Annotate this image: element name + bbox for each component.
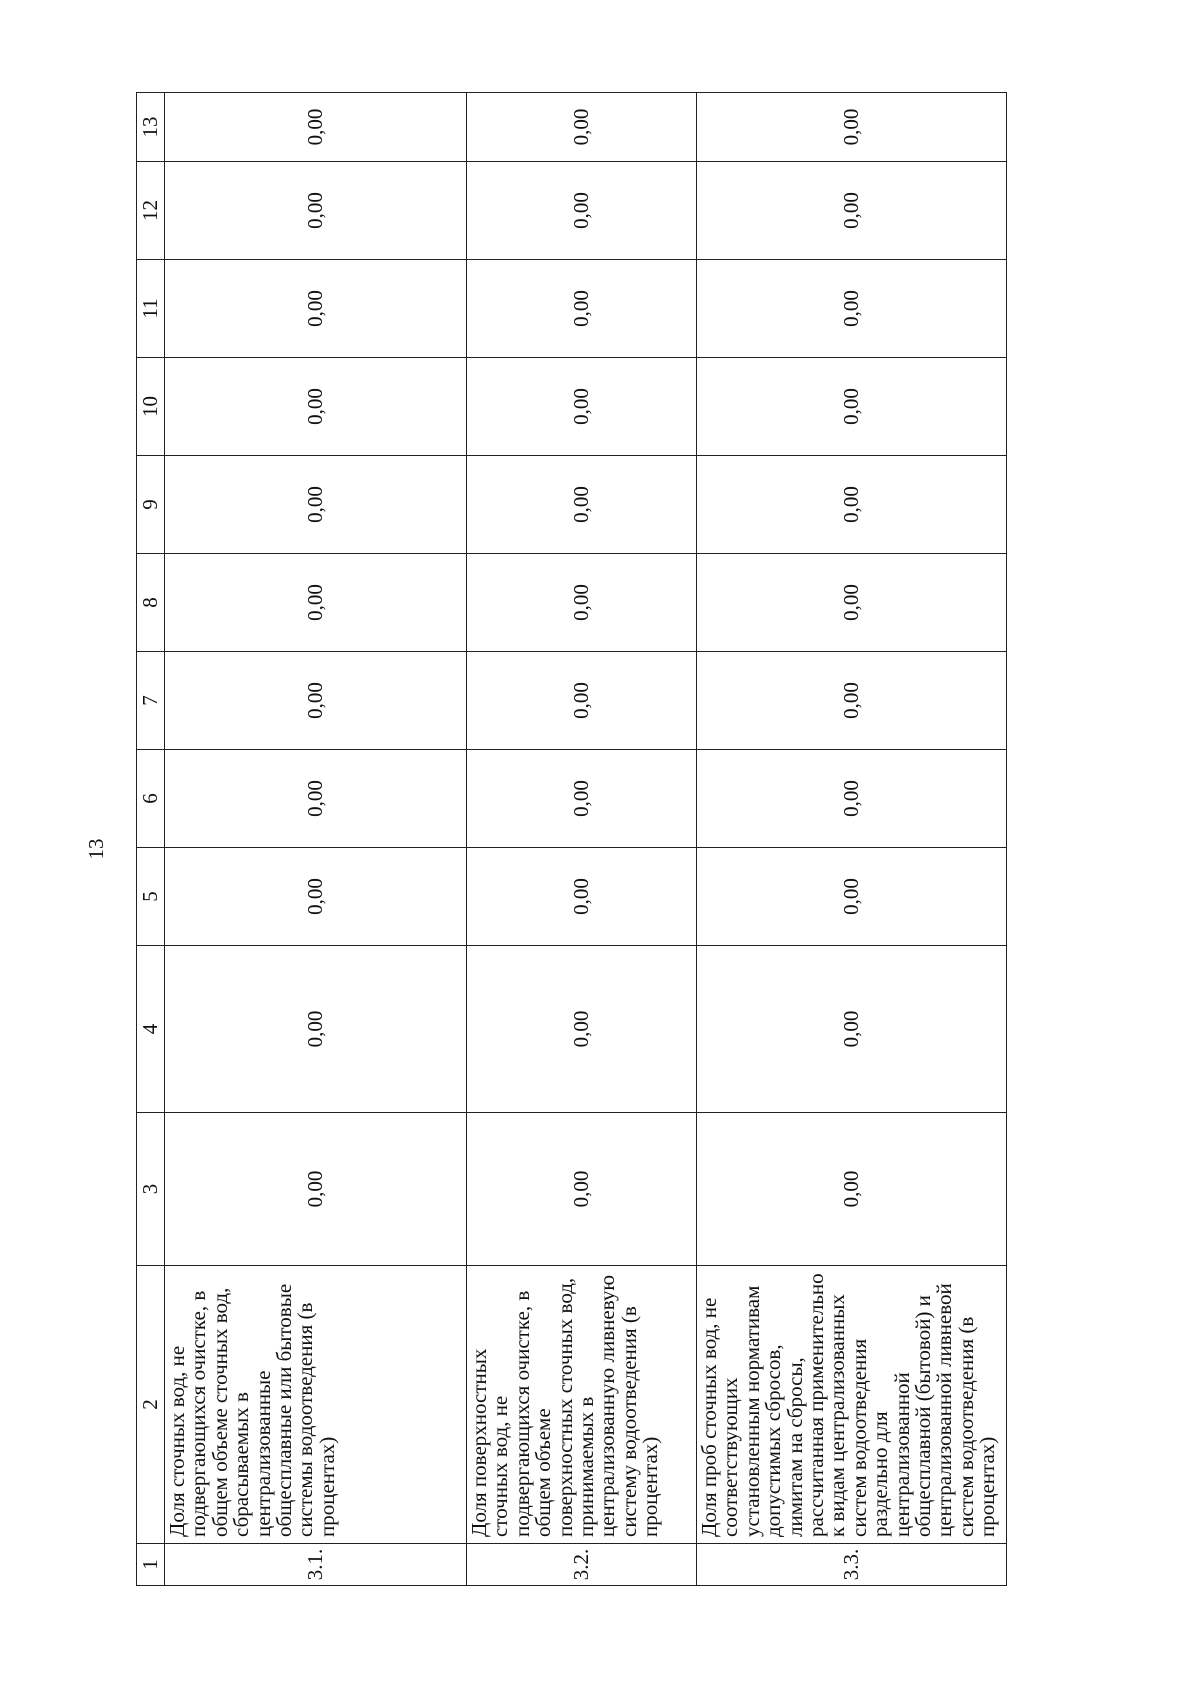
- value-cell: 0,00: [467, 162, 697, 260]
- value-cell: 0,00: [165, 946, 467, 1113]
- value-cell: 0,00: [467, 358, 697, 456]
- page-number: 13: [84, 838, 108, 860]
- value-cell: 0,00: [697, 260, 1007, 358]
- indicator-name: Доля проб сточных вод, не соответствующих установленным нормативам допустимых сбросов, лимитам на сбросы, рассчитанная применительно к видам централизованных систем водоотведения раздельно для централизованной общесплавной (бытовой) и централизованной ливневой систем водоотведения (в процентах): [697, 1266, 1007, 1544]
- value-cell: 0,00: [697, 750, 1007, 848]
- value-cell: 0,00: [697, 554, 1007, 652]
- column-number: 1: [137, 1544, 165, 1586]
- value-cell: 0,00: [467, 93, 697, 162]
- column-number: 13: [137, 93, 165, 162]
- indicator-name: Доля сточных вод, не подвергающихся очистке, в общем объеме сточных вод, сбрасываемых в централизованные общесплавные или бытовые системы водоотведения (в процентах): [165, 1266, 467, 1544]
- value-cell: 0,00: [165, 652, 467, 750]
- value-cell: 0,00: [697, 1113, 1007, 1266]
- column-number: 4: [137, 946, 165, 1113]
- column-number: 3: [137, 1113, 165, 1266]
- value-cell: 0,00: [165, 260, 467, 358]
- column-number: 12: [137, 162, 165, 260]
- value-cell: 0,00: [697, 946, 1007, 1113]
- value-cell: 0,00: [467, 652, 697, 750]
- column-number: 8: [137, 554, 165, 652]
- value-cell: 0,00: [697, 848, 1007, 946]
- indicator-name: Доля поверхностных сточных вод, не подвергающихся очистке, в общем объеме поверхностных сточных вод, принимаемых в централизованную ливневую систему водоотведения (в процентах): [467, 1266, 697, 1544]
- column-number: 2: [137, 1266, 165, 1544]
- value-cell: 0,00: [467, 554, 697, 652]
- value-cell: 0,00: [467, 260, 697, 358]
- value-cell: 0,00: [467, 1113, 697, 1266]
- column-number: 6: [137, 750, 165, 848]
- value-cell: 0,00: [467, 946, 697, 1113]
- row-number: 3.3.: [697, 1544, 1007, 1586]
- value-cell: 0,00: [467, 456, 697, 554]
- row-number: 3.1.: [165, 1544, 467, 1586]
- table-row: [697, 93, 1007, 1586]
- column-number: 11: [137, 260, 165, 358]
- value-cell: 0,00: [165, 93, 467, 162]
- table-row: [467, 93, 697, 1586]
- value-cell: 0,00: [697, 652, 1007, 750]
- column-number: 5: [137, 848, 165, 946]
- column-number: 7: [137, 652, 165, 750]
- value-cell: 0,00: [165, 554, 467, 652]
- value-cell: 0,00: [165, 456, 467, 554]
- column-number: 10: [137, 358, 165, 456]
- column-number: 9: [137, 456, 165, 554]
- value-cell: 0,00: [467, 750, 697, 848]
- value-cell: 0,00: [467, 848, 697, 946]
- value-cell: 0,00: [697, 456, 1007, 554]
- value-cell: 0,00: [697, 93, 1007, 162]
- row-number: 3.2.: [467, 1544, 697, 1586]
- table-row: [165, 93, 467, 1586]
- column-number-row: [137, 93, 165, 1586]
- value-cell: 0,00: [697, 358, 1007, 456]
- value-cell: 0,00: [165, 358, 467, 456]
- indicators-table: [136, 92, 1007, 1586]
- value-cell: 0,00: [697, 162, 1007, 260]
- value-cell: 0,00: [165, 1113, 467, 1266]
- value-cell: 0,00: [165, 162, 467, 260]
- value-cell: 0,00: [165, 750, 467, 848]
- value-cell: 0,00: [165, 848, 467, 946]
